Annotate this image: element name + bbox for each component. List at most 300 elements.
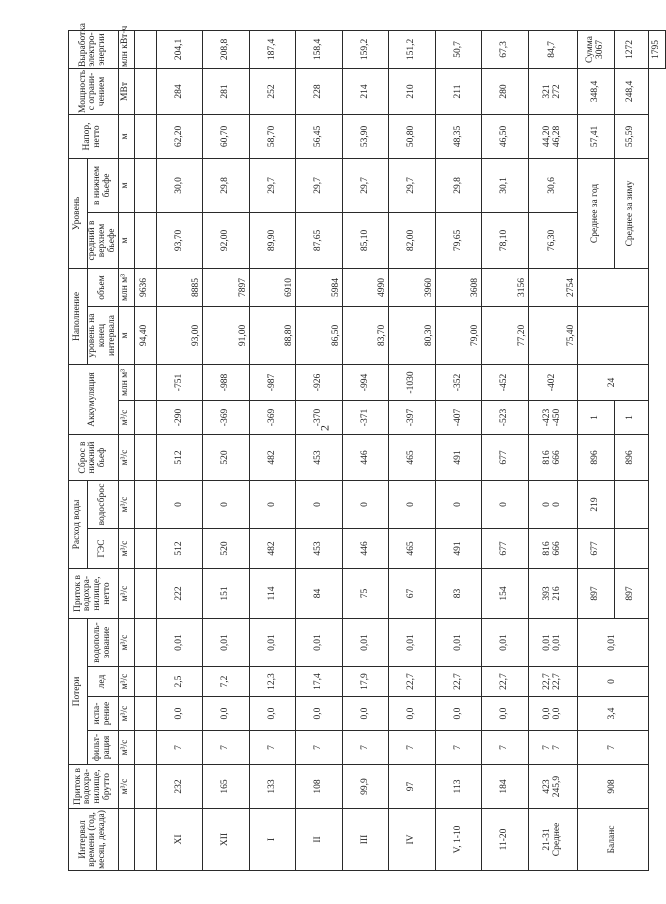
header-flow: Расход воды bbox=[69, 481, 88, 569]
cell-accum-vol bbox=[528, 364, 577, 400]
cell-ice: 12,3 bbox=[249, 667, 296, 697]
cell-upper-pool: 92,00 bbox=[203, 212, 250, 268]
cell-evaporation: 0,0 bbox=[435, 697, 482, 731]
cell-ice: 22,7 bbox=[435, 667, 482, 697]
balance-spillway: 219 bbox=[577, 481, 614, 529]
cell-filtration: 7 bbox=[296, 731, 343, 765]
cell-power: 228 bbox=[296, 68, 343, 114]
cell-filtration: 7 bbox=[249, 731, 296, 765]
cell-spillway: 0 bbox=[156, 481, 203, 529]
cell-evaporation bbox=[134, 697, 156, 731]
cell-accum-rate-second: -450 bbox=[551, 408, 562, 427]
cell-lower-pool: 29,8 bbox=[435, 158, 482, 212]
balance-block bbox=[577, 30, 665, 870]
table-row bbox=[296, 30, 343, 870]
cell-head-first: 44,20 bbox=[541, 125, 552, 148]
cell-evaporation: 0,0 bbox=[482, 697, 529, 731]
cell-lower-pool: 29,7 bbox=[389, 158, 436, 212]
balance-power-winter: 248,4 bbox=[614, 68, 648, 114]
cell-power: 284 bbox=[156, 68, 203, 114]
cell-interval bbox=[134, 809, 156, 871]
unit-filtration: м³/с bbox=[118, 731, 134, 765]
cell-evaporation-second: 0,0 bbox=[551, 707, 562, 720]
header-level-end: уровень на конец интервала bbox=[88, 306, 119, 364]
cell-filtration: 7 bbox=[203, 731, 250, 765]
table-row bbox=[528, 30, 577, 870]
cell-evaporation bbox=[528, 697, 577, 731]
cell-level-end: 83,70 bbox=[342, 306, 389, 364]
cell-accum-rate: -369 bbox=[203, 401, 250, 435]
cell-lower-pool: 29,7 bbox=[342, 158, 389, 212]
units-row bbox=[118, 30, 134, 870]
balance-inflow-net: 897 bbox=[577, 569, 614, 619]
cell-hpp: 491 bbox=[435, 529, 482, 569]
header-output: Выработка электро-энергии bbox=[69, 30, 119, 68]
cell-accum-vol: -352 bbox=[435, 364, 482, 400]
cell-output: 204,1 bbox=[156, 30, 203, 68]
cell-hpp: 512 bbox=[156, 529, 203, 569]
balance-hpp: 677 bbox=[577, 529, 614, 569]
balance-inflow-net-2: 897 bbox=[614, 569, 648, 619]
cell-lower-pool: 30,6 bbox=[528, 158, 577, 212]
table-row bbox=[134, 30, 156, 870]
cell-inflow-gross: 113 bbox=[435, 765, 482, 809]
cell-power: 252 bbox=[249, 68, 296, 114]
cell-filtration: 7 bbox=[389, 731, 436, 765]
cell-filtration: 7 bbox=[342, 731, 389, 765]
balance-inflow-gross: 908 bbox=[577, 765, 648, 809]
cell-evaporation-first: 0,0 bbox=[541, 707, 552, 720]
cell-accum-rate: -370 bbox=[296, 401, 343, 435]
unit-level-end: м bbox=[118, 306, 134, 364]
cell-upper-pool: 89,90 bbox=[249, 212, 296, 268]
cell-output: 67,3 bbox=[482, 30, 529, 68]
cell-water-use: 0,01 bbox=[296, 619, 343, 667]
cell-inflow-gross: 165 bbox=[203, 765, 250, 809]
unit-inflow-net: м³/с bbox=[118, 569, 134, 619]
cell-evaporation: 0,0 bbox=[249, 697, 296, 731]
cell-filtration-second: 7 bbox=[551, 745, 562, 750]
cell-tailwater-first: 816 bbox=[541, 450, 552, 465]
cell-hpp bbox=[134, 529, 156, 569]
balance-output-extra: 1795 bbox=[648, 30, 665, 68]
cell-interval: IV bbox=[389, 809, 436, 871]
unit-interval bbox=[118, 809, 134, 871]
cell-evaporation: 0,0 bbox=[203, 697, 250, 731]
header-inflow-gross: Приток в водохра-нилище, брутто bbox=[69, 765, 119, 809]
header-water-use: водополь-зование bbox=[88, 619, 119, 667]
header-evaporation: испа-рение bbox=[88, 697, 119, 731]
cell-water-use: 0,01 bbox=[435, 619, 482, 667]
cell-evaporation: 0,0 bbox=[389, 697, 436, 731]
cell-volume: 3960 bbox=[389, 268, 436, 306]
cell-power: 281 bbox=[203, 68, 250, 114]
cell-evaporation: 0,0 bbox=[296, 697, 343, 731]
data-rows bbox=[156, 30, 577, 870]
cell-evaporation: 0,0 bbox=[342, 697, 389, 731]
header-inflow-net: Приток в водохра-нилище, нетто bbox=[69, 569, 119, 619]
cell-water-use bbox=[134, 619, 156, 667]
balance-accum-rate-2: 1 bbox=[614, 401, 648, 435]
cell-upper-pool: 78,10 bbox=[482, 212, 529, 268]
cell-output-first: 84,7 bbox=[546, 41, 557, 58]
header-head: Напор, нетто bbox=[69, 114, 119, 158]
cell-ice: 17,9 bbox=[342, 667, 389, 697]
cell-volume: 5984 bbox=[296, 268, 343, 306]
cell-accum-rate: -523 bbox=[482, 401, 529, 435]
balance-power-year: 348,4 bbox=[577, 68, 614, 114]
cell-accum-rate: -407 bbox=[435, 401, 482, 435]
cell-water-use: 0,01 bbox=[482, 619, 529, 667]
cell-level-end: 80,30 bbox=[389, 306, 436, 364]
unit-inflow-gross: м³/с bbox=[118, 765, 134, 809]
cell-water-use bbox=[528, 619, 577, 667]
header-spillway: водосброс bbox=[88, 481, 119, 529]
cell-hpp-first: 816 bbox=[541, 541, 552, 556]
cell-power bbox=[528, 68, 577, 114]
balance-water-use: 0,01 bbox=[577, 619, 648, 667]
cell-filtration-first: 7 bbox=[541, 745, 552, 750]
cell-ice: 17,4 bbox=[296, 667, 343, 697]
balance-ice: 0 bbox=[577, 667, 648, 697]
balance-tailwater: 896 bbox=[577, 435, 614, 481]
table-row bbox=[156, 30, 203, 870]
cell-inflow-gross: 97 bbox=[389, 765, 436, 809]
balance-level-end bbox=[577, 306, 648, 364]
cell-lower-pool: 29,8 bbox=[203, 158, 250, 212]
cell-interval-second: Среднее bbox=[551, 822, 562, 857]
header-power: Мощность с ограни-чением bbox=[69, 68, 119, 114]
cell-filtration bbox=[528, 731, 577, 765]
cell-inflow-gross bbox=[134, 765, 156, 809]
cell-interval: V, 1-10 bbox=[435, 809, 482, 871]
balance-spacer bbox=[648, 68, 665, 870]
cell-inflow-net bbox=[134, 569, 156, 619]
cell-output bbox=[528, 30, 577, 68]
cell-upper-pool: 93,70 bbox=[156, 212, 203, 268]
cell-ice-second: 22,7 bbox=[551, 673, 562, 690]
cell-inflow-net-second: 216 bbox=[551, 586, 562, 601]
cell-lower-pool: 30,1 bbox=[482, 158, 529, 212]
cell-tailwater: 491 bbox=[435, 435, 482, 481]
balance-year-label: Среднее за год bbox=[577, 158, 614, 268]
balance-accum-vol: 24 bbox=[577, 364, 648, 400]
cell-volume: 3608 bbox=[435, 268, 482, 306]
cell-tailwater: 520 bbox=[203, 435, 250, 481]
cell-inflow-net: 67 bbox=[389, 569, 436, 619]
cell-upper-pool: 79,65 bbox=[435, 212, 482, 268]
table-wrapper bbox=[68, 23, 662, 871]
cell-power-first: 321 bbox=[541, 84, 552, 99]
cell-power: 211 bbox=[435, 68, 482, 114]
cell-spillway: 0 bbox=[389, 481, 436, 529]
cell-hpp: 446 bbox=[342, 529, 389, 569]
cell-lower-pool bbox=[134, 158, 156, 212]
cell-water-use: 0,01 bbox=[249, 619, 296, 667]
cell-inflow-net: 154 bbox=[482, 569, 529, 619]
cell-inflow-gross: 232 bbox=[156, 765, 203, 809]
unit-spillway: м³/с bbox=[118, 481, 134, 529]
cell-accum-rate: -369 bbox=[249, 401, 296, 435]
cell-inflow-net: 114 bbox=[249, 569, 296, 619]
cell-power: 210 bbox=[389, 68, 436, 114]
cell-accum-rate bbox=[528, 401, 577, 435]
cell-volume: 9636 bbox=[134, 268, 156, 306]
cell-accum-rate: -371 bbox=[342, 401, 389, 435]
cell-head: 60,70 bbox=[203, 114, 250, 158]
cell-power bbox=[134, 68, 156, 114]
cell-lower-pool: 29,7 bbox=[249, 158, 296, 212]
balance-filtration: 7 bbox=[577, 731, 648, 765]
cell-interval bbox=[528, 809, 577, 871]
cell-spillway-second: 0 bbox=[551, 502, 562, 507]
cell-level-end: 91,00 bbox=[203, 306, 250, 364]
cell-volume: 4990 bbox=[342, 268, 389, 306]
cell-water-use: 0,01 bbox=[156, 619, 203, 667]
cell-output: 208,8 bbox=[203, 30, 250, 68]
balance-row-3 bbox=[648, 30, 665, 870]
cell-accum-vol: -987 bbox=[249, 364, 296, 400]
balance-accum-rate: 1 bbox=[577, 401, 614, 435]
cell-hpp: 520 bbox=[203, 529, 250, 569]
balance-head-winter: 55,59 bbox=[614, 114, 648, 158]
cell-power: 214 bbox=[342, 68, 389, 114]
header-filtration: фильт-рация bbox=[88, 731, 119, 765]
unit-ice: м³/с bbox=[118, 667, 134, 697]
cell-level-end: 93,00 bbox=[156, 306, 203, 364]
cell-inflow-net: 75 bbox=[342, 569, 389, 619]
cell-accum-vol-first: -402 bbox=[546, 373, 557, 392]
unit-upper-pool: м bbox=[118, 212, 134, 268]
cell-inflow-gross: 133 bbox=[249, 765, 296, 809]
cell-water-use-first: 0,01 bbox=[541, 634, 552, 651]
header-upper-pool: средний в верхнем бьефе bbox=[88, 212, 119, 268]
header-accumulation: Аккумуляция bbox=[69, 364, 119, 434]
unit-volume: млн м³ bbox=[118, 268, 134, 306]
balance-sum-label: Сумма bbox=[584, 36, 595, 63]
cell-spillway-first: 0 bbox=[541, 502, 552, 507]
cell-output: 187,4 bbox=[249, 30, 296, 68]
balance-output-winter: 1272 bbox=[614, 30, 648, 68]
header-lower-pool: в нижнем бьефе bbox=[88, 158, 119, 212]
cell-output bbox=[134, 30, 156, 68]
cell-tailwater: 446 bbox=[342, 435, 389, 481]
cell-tailwater: 465 bbox=[389, 435, 436, 481]
cell-inflow-net-first: 393 bbox=[541, 586, 552, 601]
cell-inflow-net: 83 bbox=[435, 569, 482, 619]
cell-tailwater: 482 bbox=[249, 435, 296, 481]
cell-interval: II bbox=[296, 809, 343, 871]
cell-level-end: 88,80 bbox=[249, 306, 296, 364]
cell-interval: XII bbox=[203, 809, 250, 871]
unit-accum-rate: м³/с bbox=[118, 401, 134, 435]
header-filling: Наполнение bbox=[69, 268, 88, 364]
table-row bbox=[249, 30, 296, 870]
cell-accum-vol: -1030 bbox=[389, 364, 436, 400]
cell-accum-vol: -988 bbox=[203, 364, 250, 400]
cell-volume: 8885 bbox=[156, 268, 203, 306]
cell-power-second: 272 bbox=[551, 84, 562, 99]
balance-output-year bbox=[577, 30, 614, 68]
cell-volume: 6910 bbox=[249, 268, 296, 306]
cell-inflow-gross-second: 245,9 bbox=[551, 775, 562, 798]
table-row bbox=[482, 30, 529, 870]
cell-tailwater: 512 bbox=[156, 435, 203, 481]
balance-output-year-value: 3067 bbox=[594, 39, 605, 59]
unit-tailwater: м³/с bbox=[118, 435, 134, 481]
cell-tailwater bbox=[528, 435, 577, 481]
cell-accum-rate bbox=[134, 401, 156, 435]
cell-spillway: 0 bbox=[203, 481, 250, 529]
cell-level-end: 86,50 bbox=[296, 306, 343, 364]
cell-hpp: 677 bbox=[482, 529, 529, 569]
cell-inflow-gross: 108 bbox=[296, 765, 343, 809]
cell-accum-vol: -926 bbox=[296, 364, 343, 400]
unit-water-use: м³/с bbox=[118, 619, 134, 667]
cell-tailwater: 453 bbox=[296, 435, 343, 481]
cell-head: 50,80 bbox=[389, 114, 436, 158]
cell-water-use: 0,01 bbox=[342, 619, 389, 667]
cell-head-second: 46,28 bbox=[551, 125, 562, 148]
header-volume: объем bbox=[88, 268, 119, 306]
cell-filtration: 7 bbox=[156, 731, 203, 765]
cell-accum-rate: -290 bbox=[156, 401, 203, 435]
header-ice: лед bbox=[88, 667, 119, 697]
cell-inflow-net: 84 bbox=[296, 569, 343, 619]
cell-upper-pool: 82,00 bbox=[389, 212, 436, 268]
cell-level-end: 77,20 bbox=[482, 306, 529, 364]
balance-head-year: 57,41 bbox=[577, 114, 614, 158]
cell-tailwater-second: 666 bbox=[551, 450, 562, 465]
cell-ice: 22,7 bbox=[482, 667, 529, 697]
cell-spillway: 0 bbox=[296, 481, 343, 529]
cell-volume: 3156 bbox=[482, 268, 529, 306]
cell-upper-pool: 85,10 bbox=[342, 212, 389, 268]
cell-spillway: 0 bbox=[249, 481, 296, 529]
cell-head: 46,50 bbox=[482, 114, 529, 158]
balance-spillway-2 bbox=[614, 481, 648, 529]
cell-inflow-net bbox=[528, 569, 577, 619]
cell-inflow-net: 151 bbox=[203, 569, 250, 619]
balance-row bbox=[577, 30, 614, 870]
page-number: 2 bbox=[317, 425, 332, 431]
cell-upper-pool: 76,30 bbox=[528, 212, 577, 268]
cell-water-use-second: 0,01 bbox=[551, 634, 562, 651]
cell-hpp: 482 bbox=[249, 529, 296, 569]
cell-power: 280 bbox=[482, 68, 529, 114]
cell-spillway: 0 bbox=[482, 481, 529, 529]
cell-lower-pool: 29,7 bbox=[296, 158, 343, 212]
cell-output: 158,4 bbox=[296, 30, 343, 68]
cell-level-end: 79,00 bbox=[435, 306, 482, 364]
header-level: Уровень bbox=[69, 158, 88, 268]
cell-level-end: 94,40 bbox=[134, 306, 156, 364]
cell-hpp bbox=[528, 529, 577, 569]
cell-output: 50,7 bbox=[435, 30, 482, 68]
cell-spillway: 0 bbox=[435, 481, 482, 529]
cell-hpp: 453 bbox=[296, 529, 343, 569]
cell-accum-vol: -452 bbox=[482, 364, 529, 400]
cell-spillway bbox=[528, 481, 577, 529]
cell-tailwater: 677 bbox=[482, 435, 529, 481]
cell-accum-vol bbox=[134, 364, 156, 400]
cell-ice: 2,5 bbox=[156, 667, 203, 697]
cell-interval-first: 21-31 bbox=[541, 828, 552, 851]
unit-accum-vol: млн м³ bbox=[118, 364, 134, 400]
cell-water-use: 0,01 bbox=[203, 619, 250, 667]
cell-ice bbox=[528, 667, 577, 697]
cell-ice-first: 22,7 bbox=[541, 673, 552, 690]
cell-interval: XI bbox=[156, 809, 203, 871]
cell-volume: 7897 bbox=[203, 268, 250, 306]
cell-accum-rate-first: -423 bbox=[541, 408, 552, 427]
cell-water-use: 0,01 bbox=[389, 619, 436, 667]
cell-inflow-gross: 99,9 bbox=[342, 765, 389, 809]
cell-head: 56,45 bbox=[296, 114, 343, 158]
balance-hpp-2 bbox=[614, 529, 648, 569]
cell-filtration: 7 bbox=[482, 731, 529, 765]
table-row bbox=[435, 30, 482, 870]
cell-ice bbox=[134, 667, 156, 697]
cell-output: 159,2 bbox=[342, 30, 389, 68]
cell-hpp-second: 666 bbox=[551, 541, 562, 556]
header-hpp: ГЭС bbox=[88, 529, 119, 569]
cell-head: 48,35 bbox=[435, 114, 482, 158]
cell-accum-vol: -994 bbox=[342, 364, 389, 400]
table-row bbox=[342, 30, 389, 870]
cell-hpp: 465 bbox=[389, 529, 436, 569]
cell-level-end: 75,40 bbox=[528, 306, 577, 364]
balance-volume bbox=[577, 268, 648, 306]
water-balance-table bbox=[68, 23, 666, 871]
cell-head: 62,20 bbox=[156, 114, 203, 158]
cell-spillway bbox=[134, 481, 156, 529]
header-tailwater-release: Сброс в нижний бьеф bbox=[69, 435, 119, 481]
balance-label: Баланс bbox=[577, 809, 648, 871]
cell-upper-pool: 87,65 bbox=[296, 212, 343, 268]
cell-interval: I bbox=[249, 809, 296, 871]
cell-upper-pool bbox=[134, 212, 156, 268]
cell-ice: 7,2 bbox=[203, 667, 250, 697]
table-row bbox=[389, 30, 436, 870]
header-row-1 bbox=[69, 30, 88, 870]
cell-head bbox=[134, 114, 156, 158]
balance-tailwater-2: 896 bbox=[614, 435, 648, 481]
cell-lower-pool: 30,0 bbox=[156, 158, 203, 212]
cell-head: 53,90 bbox=[342, 114, 389, 158]
balance-evaporation: 3,4 bbox=[577, 697, 648, 731]
header-losses: Потери bbox=[69, 619, 88, 765]
cell-inflow-net: 222 bbox=[156, 569, 203, 619]
unit-lower-pool: м bbox=[118, 158, 134, 212]
cell-accum-vol: -751 bbox=[156, 364, 203, 400]
cell-volume: 2754 bbox=[528, 268, 577, 306]
cell-interval: III bbox=[342, 809, 389, 871]
unit-power: МВт bbox=[118, 68, 134, 114]
header-interval: Интервал времени (год, месяц, декада) bbox=[69, 809, 119, 871]
cell-output: 151,2 bbox=[389, 30, 436, 68]
cell-tailwater bbox=[134, 435, 156, 481]
cell-accum-rate: -397 bbox=[389, 401, 436, 435]
cell-evaporation: 0,0 bbox=[156, 697, 203, 731]
unit-head: м bbox=[118, 114, 134, 158]
cell-inflow-gross bbox=[528, 765, 577, 809]
cell-ice: 22,7 bbox=[389, 667, 436, 697]
table-row bbox=[203, 30, 250, 870]
cell-inflow-gross: 184 bbox=[482, 765, 529, 809]
unit-output: млн кВт·ч bbox=[118, 30, 134, 68]
cell-filtration: 7 bbox=[435, 731, 482, 765]
